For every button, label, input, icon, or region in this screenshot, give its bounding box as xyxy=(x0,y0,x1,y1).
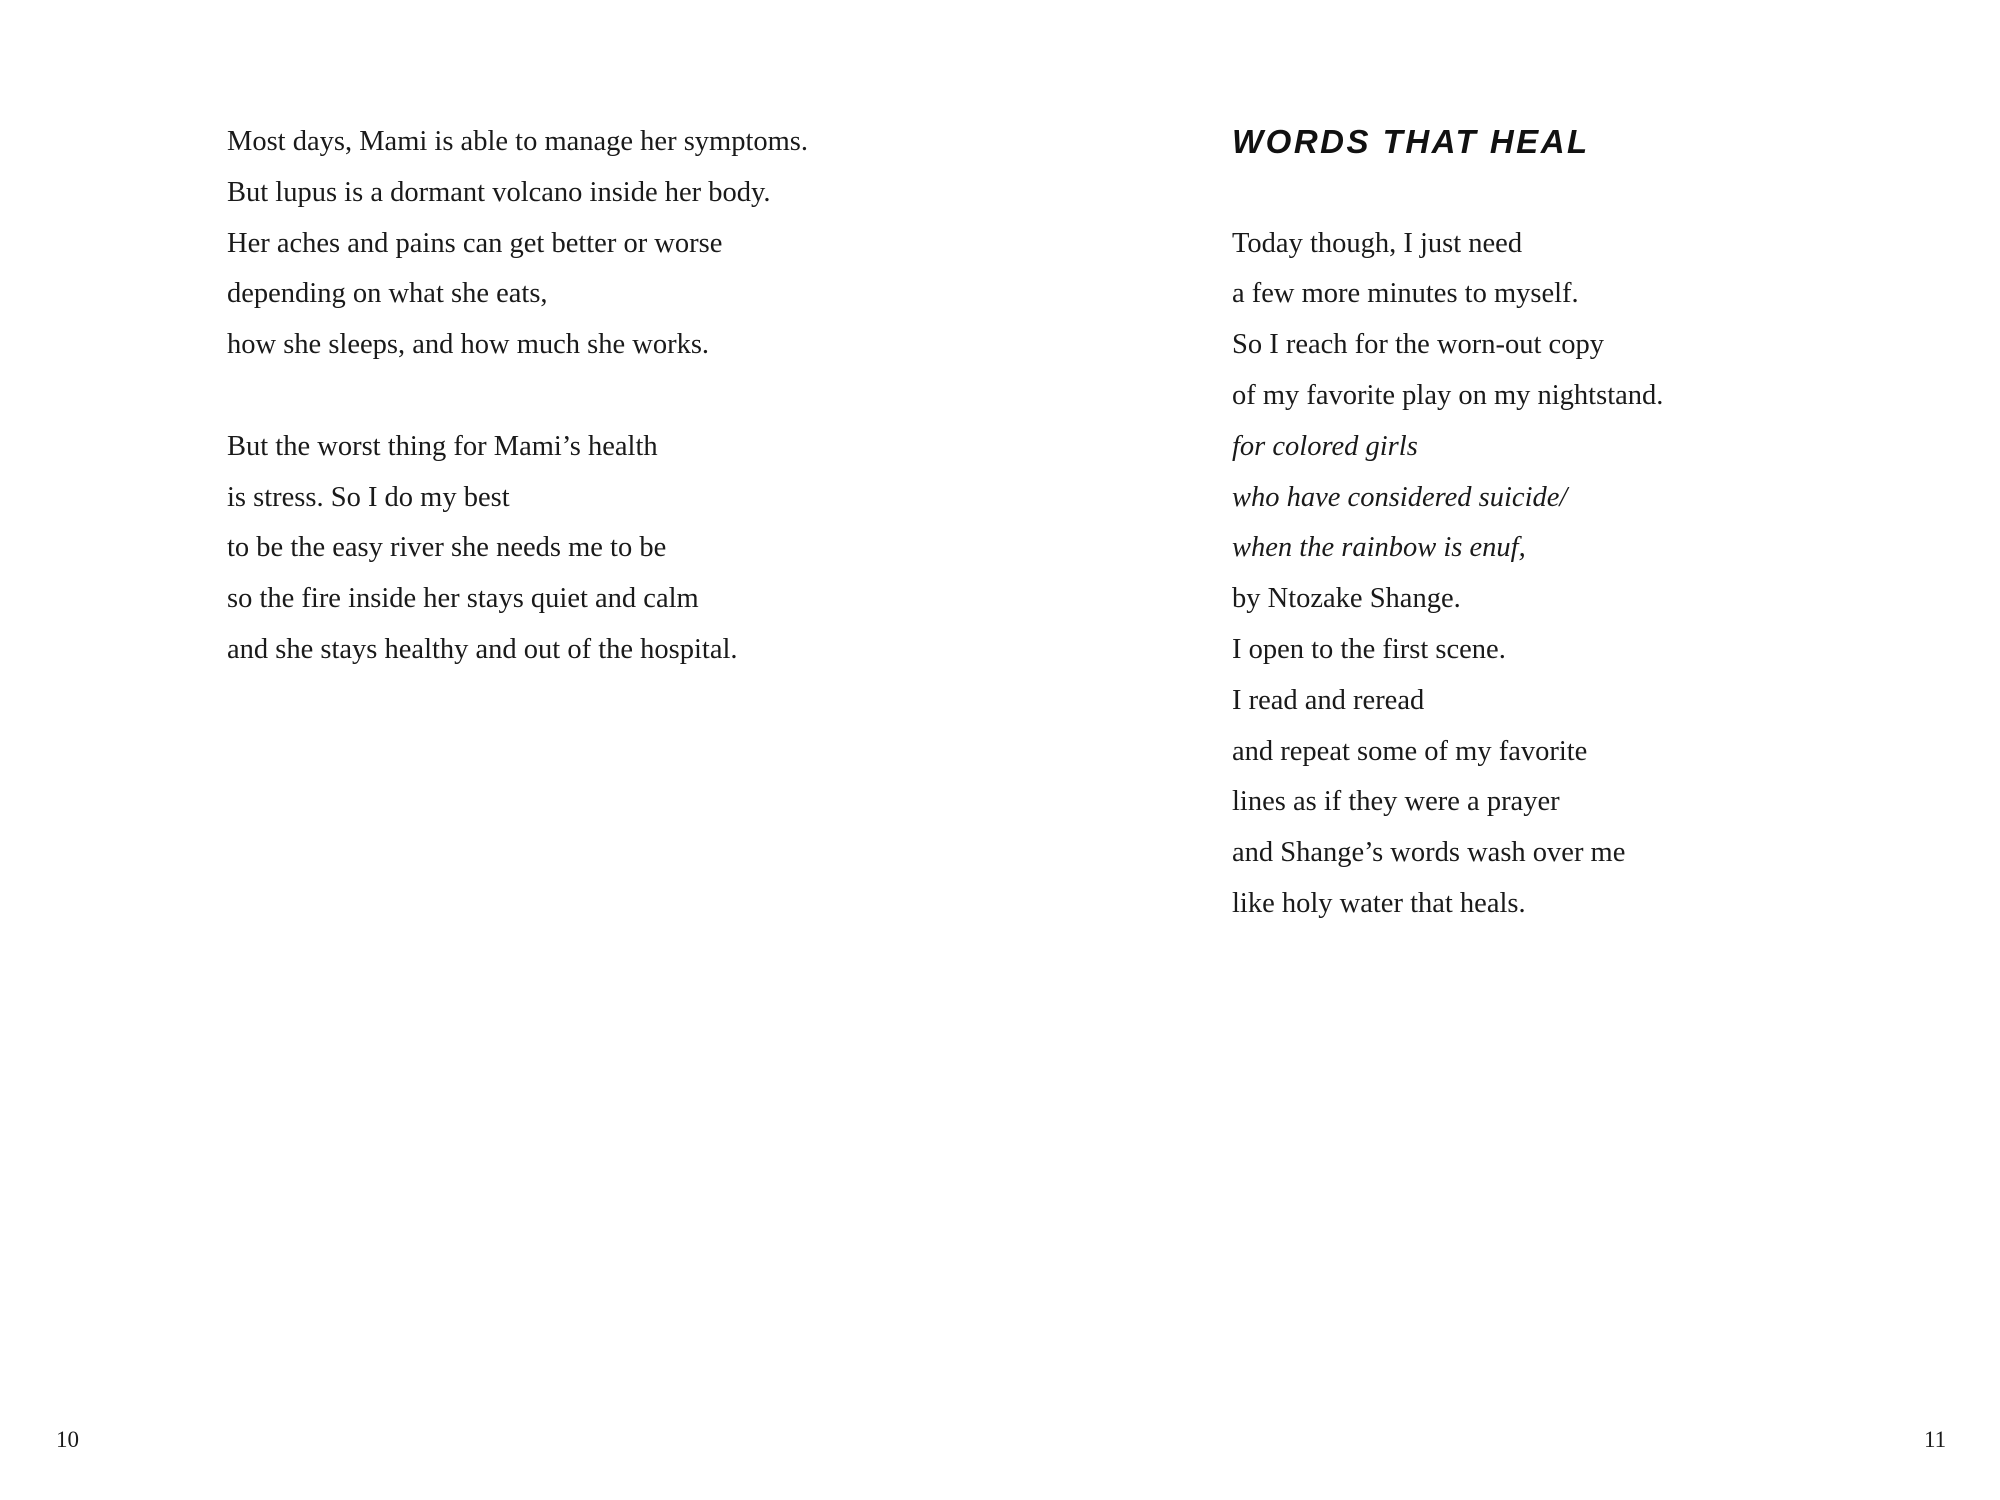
poem-line: so the fire inside her stays quiet and calm xyxy=(227,583,699,615)
poem-line: I read and reread xyxy=(1232,684,1425,716)
book-title-line: for colored girls xyxy=(1232,430,1418,462)
poem-line: how she sleeps, and how much she works. xyxy=(227,329,710,361)
poem-line: Her aches and pains can get better or worse xyxy=(227,227,723,259)
poem-line: to be the easy river she needs me to be xyxy=(227,532,667,564)
stanza-1 xyxy=(227,117,927,371)
title-spacer xyxy=(1232,168,1932,219)
stanza-2 xyxy=(227,422,927,676)
poem-line: a few more minutes to myself. xyxy=(1232,278,1579,310)
poem-line: lines as if they were a prayer xyxy=(1232,786,1560,818)
poem-line: and she stays healthy and out of the hospital. xyxy=(227,633,738,665)
poem-line: of my favorite play on my nightstand. xyxy=(1232,379,1664,411)
book-title-line: who have considered suicide/ xyxy=(1232,481,1568,513)
poem-line: and Shange’s words wash over me xyxy=(1232,837,1626,869)
stanza-break xyxy=(227,371,927,422)
left-page-text xyxy=(227,117,927,676)
poem-line: So I reach for the worn-out copy xyxy=(1232,329,1604,361)
poem-line: is stress. So I do my best xyxy=(227,481,510,513)
book-title-line: when the rainbow is enuf, xyxy=(1232,532,1526,564)
page-number-right: 11 xyxy=(1924,1427,1947,1452)
poem-title: WORDS THAT HEAL xyxy=(1232,123,1590,160)
poem-line: But the worst thing for Mami’s health xyxy=(227,430,658,462)
poem-line: and repeat some of my favorite xyxy=(1232,735,1588,767)
poem-line: I open to the first scene. xyxy=(1232,633,1506,665)
poem-line: depending on what she eats, xyxy=(227,278,548,310)
page-number-left: 10 xyxy=(56,1427,79,1452)
poem-line: like holy water that heals. xyxy=(1232,887,1526,919)
right-page-text xyxy=(1232,117,1932,930)
poem-line: Most days, Mami is able to manage her symptoms. xyxy=(227,126,809,157)
poem-line: Today though, I just need xyxy=(1232,227,1523,259)
poem-line: by Ntozake Shange. xyxy=(1232,583,1461,615)
poem-line: But lupus is a dormant volcano inside her body. xyxy=(227,176,771,208)
